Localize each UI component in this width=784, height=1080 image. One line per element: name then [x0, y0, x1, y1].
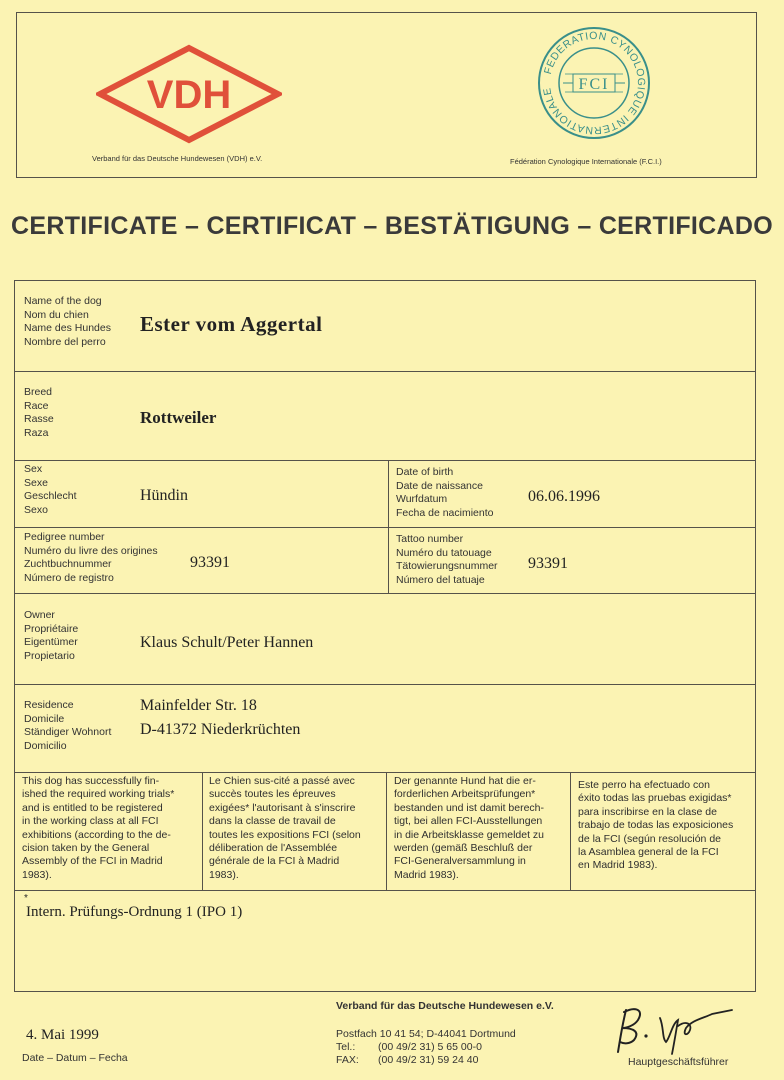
fci-logo-text: FCI — [578, 76, 610, 93]
statement-es: Este perro ha efectuado con éxito todas las pruebas exigidas* para inscribirse en la clase de trabajo de todas las exposiciones de la FCI (según resolución de la Asamblea general de la FCI en Madrid 1983). — [578, 779, 734, 872]
divider — [570, 772, 571, 890]
sex-value: Hündin — [140, 487, 188, 504]
divider — [14, 371, 756, 372]
statement-fr: Le Chien sus-cité a passé avec succès toutes les épreuves exigées* l'autorisant à s'inscrire dans la classe de travail de toutes les expositions FCI (selon déliberation de l'Assemblée générale de la FCI à Madrid 1983). — [209, 775, 361, 881]
divider — [14, 460, 756, 461]
statement-en: This dog has successfully fin- ished the required working trials* and is entitled to be registered in the working class at all FCI exhibitions (according to the de- cision taken by the General Assembly of the FCI in Madrid 1983). — [22, 775, 175, 881]
certificate-title: CERTIFICATE – CERTIFICAT – BESTÄTIGUNG – CERTIFICADO — [11, 212, 773, 240]
vdh-logo — [96, 44, 282, 144]
divider — [202, 772, 203, 890]
signer-title: Hauptgeschäftsführer — [628, 1056, 729, 1068]
pedigree-labels: Pedigree number Numéro du livre des origines Zuchtbuchnummer Número de registro — [24, 531, 158, 584]
breed-value: Rottweiler — [140, 408, 217, 427]
dog-name-labels: Name of the dog Nom du chien Name des Hundes Nombre del perro — [24, 295, 111, 348]
breed-labels: Breed Race Rasse Raza — [24, 386, 54, 439]
pedigree-value: 93391 — [190, 554, 230, 571]
issue-date: 4. Mai 1999 — [26, 1027, 99, 1043]
divider — [14, 527, 756, 528]
dog-name-value: Ester vom Aggertal — [140, 312, 323, 336]
fax-label: FAX: — [336, 1054, 359, 1066]
vdh-caption: Verband für das Deutsche Hundewesen (VDH) e.V. — [92, 154, 263, 163]
org-name: Verband für das Deutsche Hundewesen e.V. — [336, 1000, 554, 1012]
divider — [388, 460, 389, 593]
divider — [14, 890, 756, 891]
residence-labels: Residence Domicile Ständiger Wohnort Domicilio — [24, 699, 112, 752]
owner-labels: Owner Propriétaire Eigentümer Propietario — [24, 609, 79, 662]
tattoo-labels: Tattoo number Numéro du tatouage Tätowierungsnummer Número del tatuaje — [396, 533, 498, 586]
vdh-logo-text: VDH — [146, 73, 232, 117]
signature — [612, 998, 742, 1058]
fci-caption: Fédération Cynologique Internationale (F.C.I.) — [510, 157, 662, 166]
divider — [14, 593, 756, 594]
tel-label: Tel.: — [336, 1041, 356, 1053]
trial-asterisk: * — [24, 893, 28, 904]
owner-value: Klaus Schult/Peter Hannen — [140, 634, 314, 651]
tel-value: (00 49/2 31) 5 65 00-0 — [378, 1041, 482, 1053]
residence-line2: D-41372 Niederkrüchten — [140, 721, 301, 738]
birth-value: 06.06.1996 — [528, 488, 600, 505]
divider — [386, 772, 387, 890]
fci-seal — [537, 26, 651, 140]
statement-de: Der genannte Hund hat die er- forderlichen Arbeitsprüfungen* bestanden und ist damit berech- tigt, bei allen FCI-Ausstellungen in die Arbeitsklasse gemeldet zu werden (gemäß Beschluß der FCI-Generalversammlung in Madrid 1983). — [394, 775, 545, 881]
birth-labels: Date of birth Date de naissance Wurfdatum Fecha de nacimiento — [396, 466, 494, 519]
certificate-form — [14, 280, 756, 992]
fci-ring-text: FEDERATION CYNOLOGIQUE INTERNATIONALE — [541, 29, 648, 137]
sex-labels: Sex Sexe Geschlecht Sexo — [24, 463, 77, 516]
divider — [14, 684, 756, 685]
org-address: Postfach 10 41 54; D-44041 Dortmund — [336, 1028, 516, 1040]
fax-value: (00 49/2 31) 59 24 40 — [378, 1054, 479, 1066]
residence-line1: Mainfelder Str. 18 — [140, 697, 257, 714]
trial-result: Intern. Prüfungs-Ordnung 1 (IPO 1) — [26, 904, 243, 920]
divider — [14, 772, 756, 773]
tattoo-value: 93391 — [528, 555, 568, 572]
date-label: Date – Datum – Fecha — [22, 1052, 128, 1064]
